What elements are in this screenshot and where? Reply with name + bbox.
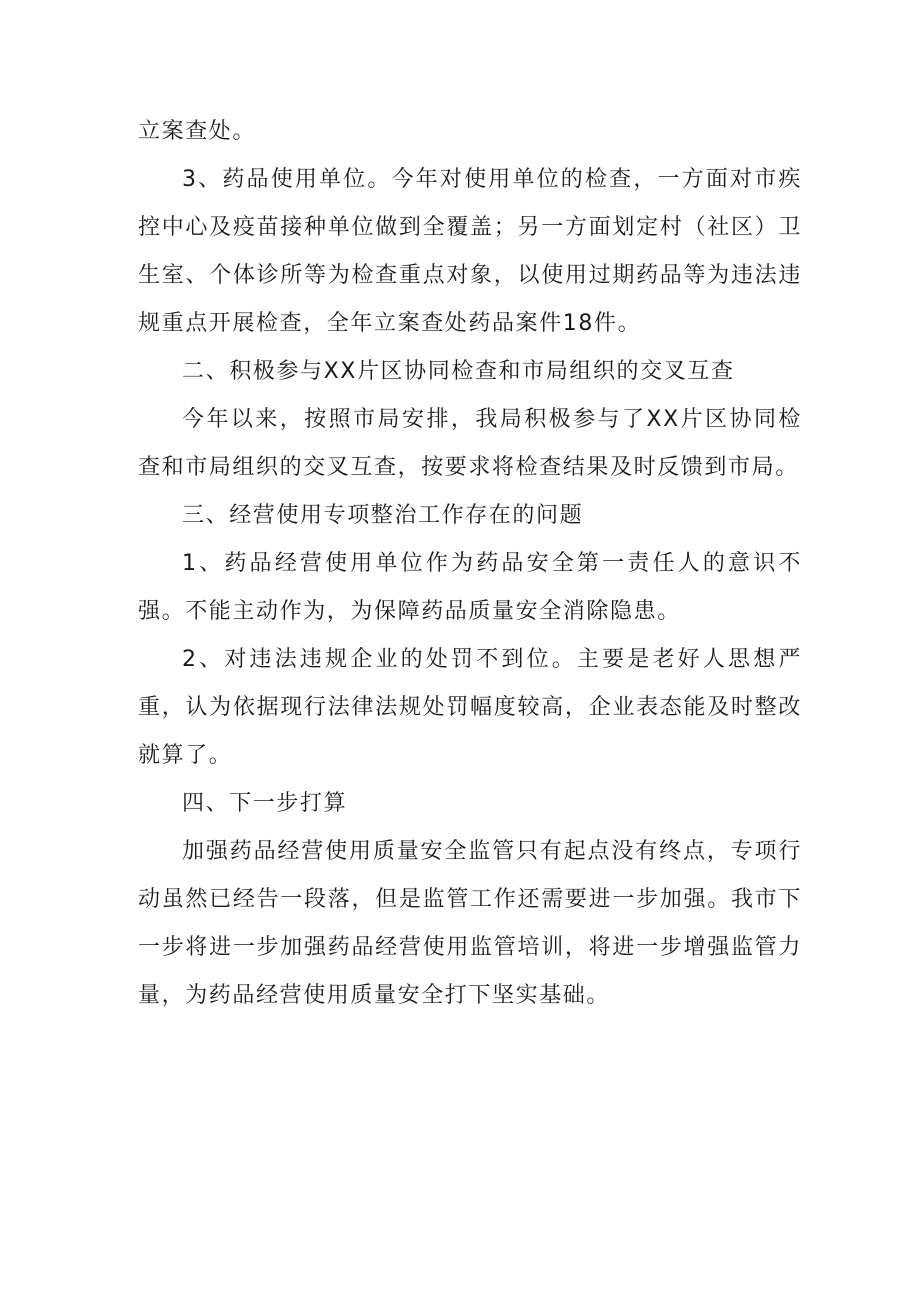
paragraph-problem-1: 1、药品经营使用单位作为药品安全第一责任人的意识不强。不能主动作为，为保障药品质量安全消除隐患。 xyxy=(138,551,802,624)
section-heading-4: 四、下一步打算 xyxy=(182,791,348,816)
paragraph-next-steps: 加强药品经营使用质量安全监管只有起点没有终点，专项行动虽然已经告一段落，但是监管工作还需要进一步加强。我市下一步将进一步加强药品经营使用监管培训，将进一步增强监管力量，为药品经营使用质量安全打下坚实基础。 xyxy=(138,839,802,1008)
paragraph-item-3-drug-users: 3、药品使用单位。今年对使用单位的检查，一方面对市疾控中心及疫苗接种单位做到全覆盖；另一方面划定村（社区）卫生室、个体诊所等为检查重点对象，以使用过期药品等为违法违规重点开展检查，全年立案查处药品案件18件。 xyxy=(138,167,802,336)
section-heading-2: 二、积极参与XX片区协同检查和市局组织的交叉互查 xyxy=(182,359,735,384)
section-heading-3: 三、经营使用专项整治工作存在的问题 xyxy=(182,503,584,528)
paragraph-continuation: 立案查处。 xyxy=(138,119,257,144)
paragraph-cross-inspection: 今年以来，按照市局安排，我局积极参与了XX片区协同检查和市局组织的交叉互查，按要求将检查结果及时反馈到市局。 xyxy=(138,407,802,480)
paragraph-problem-2: 2、对违法违规企业的处罚不到位。主要是老好人思想严重，认为依据现行法律法规处罚幅度较高，企业表态能及时整改就算了。 xyxy=(138,647,802,768)
document-body xyxy=(138,108,802,1020)
